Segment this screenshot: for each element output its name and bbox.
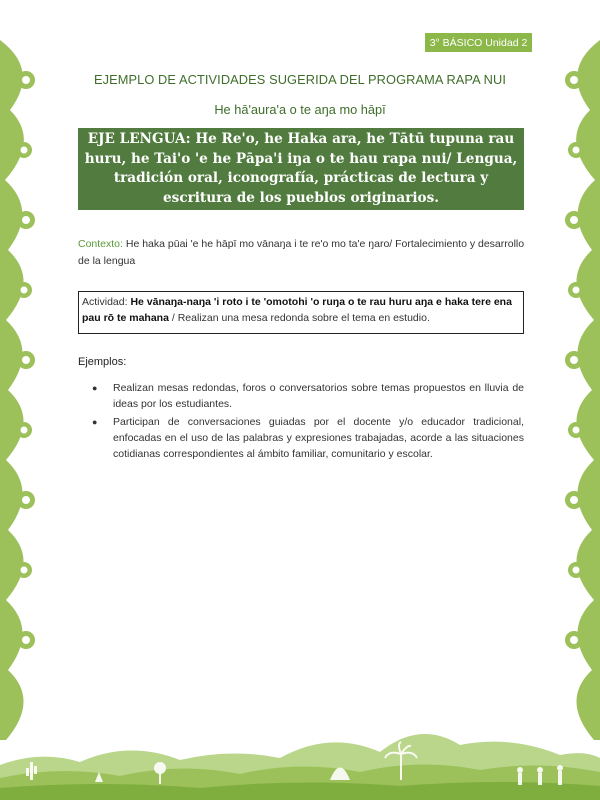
grade-unit-badge: 3° BÁSICO Unidad 2	[425, 33, 532, 52]
decorative-border-right	[552, 40, 600, 740]
context-paragraph	[78, 236, 528, 270]
activity-box	[78, 291, 524, 334]
bullet-icon: ●	[92, 383, 98, 393]
list-item	[78, 414, 524, 462]
activity-label: Actividad:	[82, 296, 131, 308]
landscape-illustration	[0, 710, 600, 800]
axis-heading-box	[78, 128, 524, 210]
context-label: Contexto:	[78, 238, 123, 250]
axis-heading-text: EJE LENGUA: He Re'o, he Haka ara, he Tātū tupuna rau huru, he Tai'o 'e he Pāpa'i iŋa o te hau rapa nui/ Lengua, tradición oral, iconografía, prácticas de lectura y escritura de los pueblos originarios.	[84, 131, 518, 206]
unit-title: He hā'aura'a o te aŋa mo hāpī	[214, 102, 386, 117]
list-item-text: Realizan mesas redondas, foros o conversatorios sobre temas propuestos en lluvia de ideas por los estudiantes.	[113, 382, 524, 410]
list-item-text: Participan de conversaciones guiadas por el docente y/o educador tradicional, enfocadas en el uso de las palabras y expresiones trabajadas, acorde a las situaciones cotidianas correspondientes al ámbito familiar, comunitario y escolar.	[113, 416, 524, 460]
list-item	[78, 380, 524, 412]
bullet-icon: ●	[92, 417, 98, 427]
context-text: He haka pūai 'e he hāpī mo vānaŋa i te re'o mo ta'e ŋaro/ Fortalecimiento y desarrollo de la lengua	[78, 238, 525, 267]
activity-rapanui-text: He vānaŋa-naŋa 'i roto i te 'omotohi 'o ruŋa o te rau huru aŋa e haka tere ena pau rō te mahana	[82, 296, 512, 324]
program-title: EJEMPLO DE ACTIVIDADES SUGERIDA DEL PROGRAMA RAPA NUI	[93, 72, 507, 87]
activity-spanish-text: / Realizan una mesa redonda sobre el tema en estudio.	[168, 312, 430, 324]
examples-list	[78, 380, 524, 464]
decorative-border-left	[0, 40, 48, 740]
examples-title: Ejemplos:	[78, 356, 127, 368]
